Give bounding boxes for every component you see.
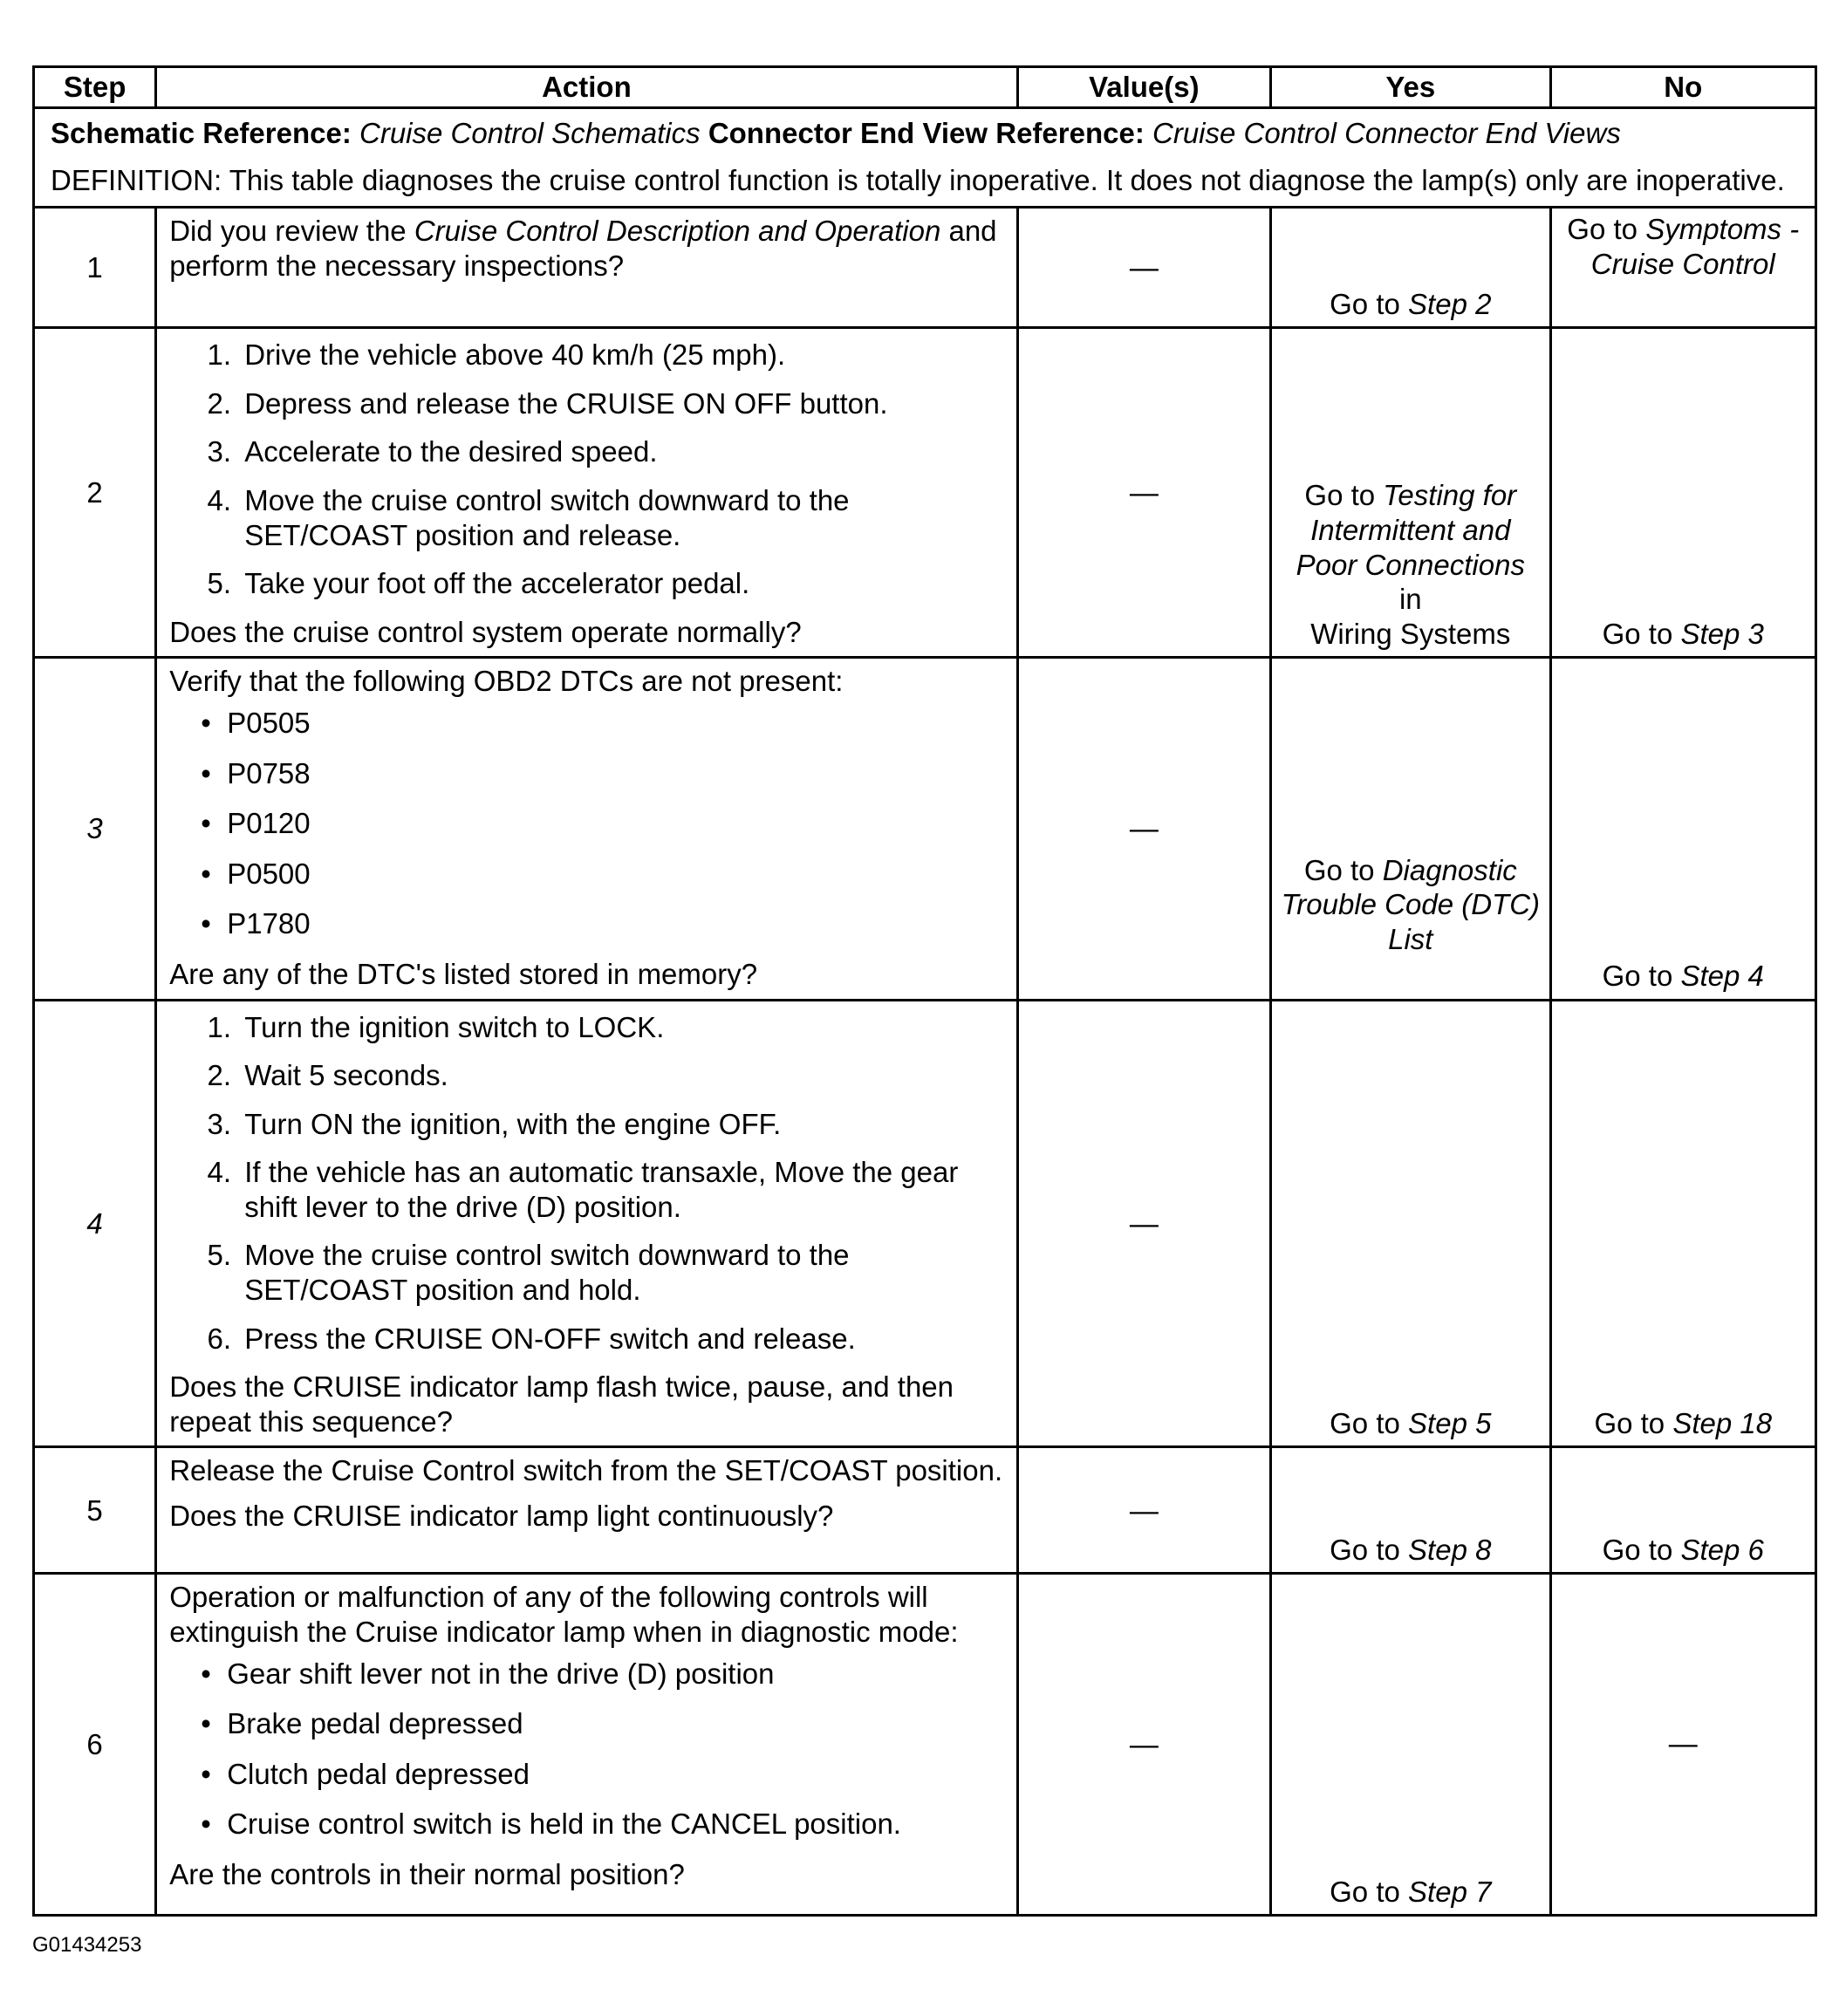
list-item: • P0120 [227,806,1003,841]
header-no: No [1550,67,1815,108]
controls-list [169,1657,1003,1842]
value-cell: — [1017,208,1270,328]
list-item: • Brake pedal depressed [227,1706,1003,1741]
list-item: • Clutch pedal depressed [227,1757,1003,1792]
action-question: Does the cruise control system operate normally? [169,615,802,648]
yes-link[interactable]: Step 8 [1408,1533,1492,1566]
table-row [34,1447,1816,1574]
list-item: 4. Move the cruise control switch downward to the SET/COAST position and release. [239,483,1003,552]
action-cell [156,1447,1017,1574]
step-number: 4 [34,1000,156,1447]
action-question: Does the CRUISE indicator lamp flash twice, pause, and then repeat this sequence? [169,1370,954,1438]
list-item: 3. Turn ON the ignition, with the engine OFF. [239,1107,1003,1142]
list-item: • P0500 [227,857,1003,892]
no-link[interactable]: Symptoms - Cruise Control [1590,213,1800,280]
description-link[interactable]: Cruise Control Description and Operation [414,215,941,248]
no-cell: Go to Step 4 [1550,658,1815,1000]
connector-link[interactable]: Cruise Control Connector End Views [1152,117,1621,149]
step-number: 6 [34,1574,156,1916]
value-cell: — [1017,1574,1270,1916]
schematic-link[interactable]: Cruise Control Schematics [359,117,701,149]
action-question: Are any of the DTC's listed stored in memory? [169,957,758,990]
action-cell [156,1574,1017,1916]
action-intro: Verify that the following OBD2 DTCs are not present: [169,665,844,698]
value-cell: — [1017,328,1270,658]
table-row [34,658,1816,1000]
yes-cell: Go to Step 5 [1271,1000,1550,1447]
yes-cell: Go to Step 7 [1271,1574,1550,1916]
table-row [34,328,1816,658]
action-text: Did you review the Cruise Control Description and Operation and perform the necessary inspections? [169,215,997,282]
yes-link[interactable]: Diagnostic Trouble Code (DTC) List [1281,853,1541,955]
yes-link[interactable]: Testing for Intermittent and Poor Connections [1296,479,1525,581]
list-item: 5. Take your foot off the accelerator pedal. [239,566,1003,601]
table-row [34,1574,1816,1916]
action-cell [156,208,1017,328]
yes-cell: Go to Step 2 [1271,208,1550,328]
action-question: Are the controls in their normal position? [169,1858,685,1890]
action-cell [156,328,1017,658]
value-cell: — [1017,658,1270,1000]
list-item: 1. Turn the ignition switch to LOCK. [239,1010,1003,1045]
list-item: 2. Wait 5 seconds. [239,1058,1003,1093]
reference-line [51,116,1799,151]
figure-id: G01434253 [32,1933,142,1957]
no-cell: Go to Step 18 [1550,1000,1815,1447]
no-link[interactable]: Step 3 [1680,617,1764,650]
no-cell: Go to Step 3 [1550,328,1815,658]
list-item: 3. Accelerate to the desired speed. [239,434,1003,469]
dtc-list [169,706,1003,941]
list-item: • P0505 [227,706,1003,741]
action-steps [169,338,1003,601]
action-cell [156,658,1017,1000]
list-item: 2. Depress and release the CRUISE ON OFF button. [239,386,1003,421]
action-intro: Operation or malfunction of any of the following controls will extinguish the Cruise indicator lamp when in diagnostic mode: [169,1581,959,1649]
definition-text: DEFINITION: This table diagnoses the cruise control function is totally inoperative. It does not diagnose the lamp(s) only are inoperative. [51,163,1785,196]
diagnostic-table [32,65,1817,1917]
header-action: Action [156,67,1017,108]
reference-cell [34,108,1816,208]
no-link[interactable]: Step 6 [1680,1533,1764,1566]
action-cell [156,1000,1017,1447]
schematic-label: Schematic Reference: [51,117,352,149]
no-cell: Go to Symptoms - Cruise Control [1550,208,1815,328]
list-item: 6. Press the CRUISE ON-OFF switch and release. [239,1322,1003,1357]
step-number: 3 [34,658,156,1000]
no-cell: Go to Step 6 [1550,1447,1815,1574]
list-item: • Cruise control switch is held in the CANCEL position. [227,1807,1003,1842]
yes-link[interactable]: Step 5 [1408,1406,1492,1439]
step-number: 1 [34,208,156,328]
list-item: • P0758 [227,756,1003,791]
list-item: 1. Drive the vehicle above 40 km/h (25 mph). [239,338,1003,372]
yes-cell: Go to Step 8 [1271,1447,1550,1574]
connector-label: Connector End View Reference: [708,117,1145,149]
header-values: Value(s) [1017,67,1270,108]
reference-row [34,108,1816,208]
header-step: Step [34,67,156,108]
header-row [34,67,1816,108]
yes-cell: Go to Testing for Intermittent and Poor Connections in Wiring Systems [1271,328,1550,658]
no-cell: — [1550,1574,1815,1916]
list-item: 4. If the vehicle has an automatic transaxle, Move the gear shift lever to the drive (D) position. [239,1155,1003,1224]
table-row [34,1000,1816,1447]
yes-cell: Go to Diagnostic Trouble Code (DTC) List [1271,658,1550,1000]
yes-link[interactable]: Step 7 [1408,1875,1492,1908]
list-item: 5. Move the cruise control switch downward to the SET/COAST position and hold. [239,1238,1003,1307]
step-number: 2 [34,328,156,658]
action-intro: Release the Cruise Control switch from the SET/COAST position. [169,1454,1003,1487]
header-yes: Yes [1271,67,1550,108]
action-steps [169,1010,1003,1357]
value-cell: — [1017,1000,1270,1447]
step-number: 5 [34,1447,156,1574]
value-cell: — [1017,1447,1270,1574]
no-link[interactable]: Step 18 [1672,1406,1773,1439]
yes-link[interactable]: Step 2 [1408,287,1492,320]
list-item: • Gear shift lever not in the drive (D) position [227,1657,1003,1691]
action-question: Does the CRUISE indicator lamp light continuously? [169,1500,834,1533]
table-row [34,208,1816,328]
list-item: • P1780 [227,906,1003,941]
no-link[interactable]: Step 4 [1680,959,1764,992]
